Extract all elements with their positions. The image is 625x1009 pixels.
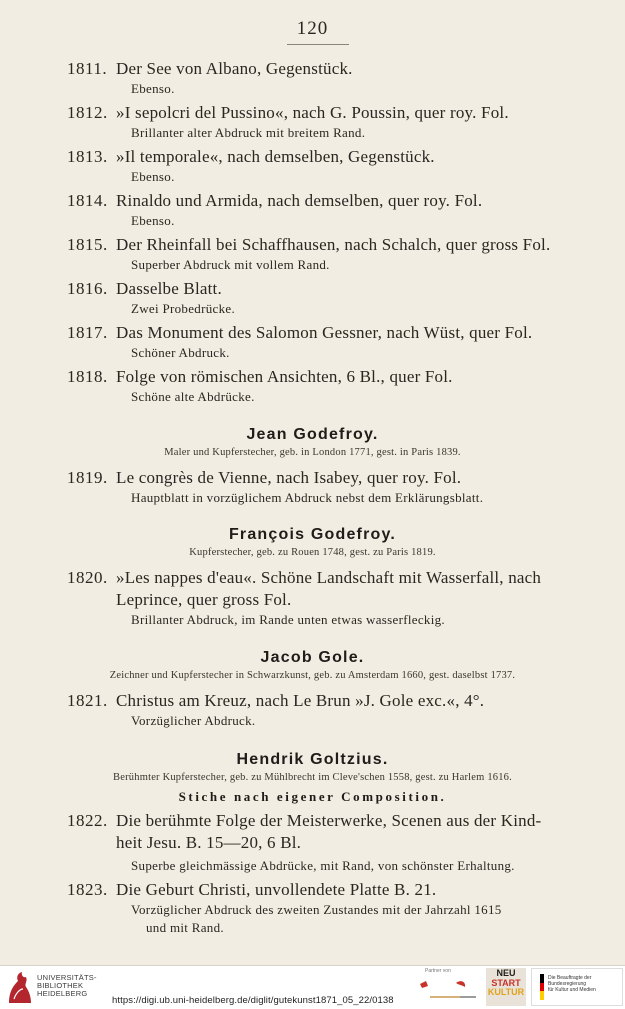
entry-title: »I sepolcri del Pussino«, nach G. Poussin, quer roy. Fol. (116, 103, 509, 122)
artist-heading: Jacob Gole. (260, 649, 365, 666)
entry-title: Dasselbe Blatt. (116, 279, 222, 298)
entry-note: Brillanter alter Abdruck mit breitem Rand. (131, 125, 366, 140)
german-flag-icon (540, 974, 544, 1000)
catalog-entry (0, 146, 625, 186)
artist-bio: Zeichner und Kupferstecher in Schwarzkunst, geb. zu Amsterdam 1660, gest. daselbst 1737. (109, 670, 516, 681)
entry-note: Vorzüglicher Abdruck. (131, 713, 256, 728)
entry-number: 1819. (67, 468, 108, 487)
entry-title: »Les nappes d'eau«. Schöne Landschaft mit Wasserfall, nach (116, 568, 542, 587)
bkm-text: Die Beauftragte der Bundesregierung für Kultur und Medien (548, 975, 596, 993)
entry-note: Hauptblatt in vorzüglichem Abdruck nebst dem Erklärungsblatt. (131, 490, 484, 505)
entry-note: Ebenso. (131, 81, 175, 96)
catalog-entry (0, 278, 625, 318)
entry-title: Rinaldo und Armida, nach demselben, quer roy. Fol. (116, 191, 483, 210)
entry-note: Ebenso. (131, 169, 175, 184)
entry-title: Der See von Albano, Gegenstück. (116, 59, 353, 78)
entry-title: Le congrès de Vienne, nach Isabey, quer roy. Fol. (116, 468, 462, 487)
catalog-entry (0, 234, 625, 274)
university-library-logo-icon[interactable] (6, 969, 34, 1005)
entry-title-continued: Leprince, quer gross Fol. (116, 590, 292, 609)
entry-number: 1815. (67, 235, 108, 254)
entry-number: 1820. (67, 568, 108, 587)
page-content (0, 58, 625, 937)
catalog-entry (0, 467, 625, 507)
entry-title: Die Geburt Christi, unvollendete Platte B. 21. (116, 880, 437, 899)
entry-note: Brillanter Abdruck, im Rande unten etwas wasserfleckig. (131, 612, 445, 627)
entry-number: 1817. (67, 323, 108, 342)
entry-number: 1813. (67, 147, 108, 166)
entry-number: 1823. (67, 880, 108, 899)
artist-bio: Berühmter Kupferstecher, geb. zu Mühlbrecht im Cleve'schen 1558, gest. zu Harlem 1616. (113, 772, 512, 783)
entry-note: Ebenso. (131, 213, 175, 228)
federal-culture-commissioner-logo (531, 968, 623, 1006)
neustart-kultur-logo: NEU START KULTUR (486, 968, 526, 1006)
artist-heading: Jean Godefroy. (246, 426, 379, 443)
artist-heading: Hendrik Goltzius. (236, 751, 389, 768)
artist-heading: François Godefroy. (228, 526, 397, 543)
catalog-entry (0, 366, 625, 406)
entry-title-continued: heit Jesu. B. 15—20, 6 Bl. (116, 833, 302, 852)
entry-number: 1816. (67, 279, 108, 298)
catalog-entry (0, 58, 625, 98)
university-library-name: UNIVERSITÄTS- BIBLIOTHEK HEIDELBERG (37, 973, 97, 998)
entry-number: 1812. (67, 103, 108, 122)
entry-number: 1818. (67, 367, 108, 386)
entry-number: 1811. (67, 59, 108, 78)
entry-note: Vorzüglicher Abdruck des zweiten Zustandes mit der Jahrzahl 1615 (131, 902, 502, 917)
entry-note: Superbe gleichmässige Abdrücke, mit Rand, von schönster Erhaltung. (131, 858, 515, 873)
permalink-url[interactable]: https://digi.ub.uni-heidelberg.de/diglit/gutekunst1871_05_22/0138 (112, 995, 394, 1006)
page-number: 120 (296, 18, 329, 39)
catalog-entry (0, 810, 625, 875)
catalog-entry (0, 190, 625, 230)
viewer-footer (0, 965, 625, 1009)
section-subheading: Stiche nach eigener Composition. (178, 789, 447, 804)
catalog-entry (0, 567, 625, 629)
entry-title: Der Rheinfall bei Schaffhausen, nach Schalch, quer gross Fol. (116, 235, 551, 254)
partner-label: Partner von (425, 968, 451, 974)
entry-number: 1821. (67, 691, 108, 710)
catalog-entry (0, 879, 625, 937)
entry-number: 1822. (67, 811, 108, 830)
page-number-rule (287, 44, 349, 45)
artist-bio: Maler und Kupferstecher, geb. in London 1771, gest. in Paris 1839. (164, 447, 461, 458)
entry-title: Das Monument des Salomon Gessner, nach Wüst, quer Fol. (116, 323, 533, 342)
entry-number: 1814. (67, 191, 108, 210)
entry-note: Schöne alte Abdrücke. (131, 389, 255, 404)
partner-logos-icon (416, 974, 482, 1004)
catalog-entry (0, 322, 625, 362)
entry-note: Schöner Abdruck. (131, 345, 230, 360)
entry-note: Superber Abdruck mit vollem Rand. (131, 257, 330, 272)
entry-note-continued: und mit Rand. (146, 920, 224, 935)
entry-title: Christus am Kreuz, nach Le Brun »J. Gole exc.«, 4°. (116, 691, 485, 710)
artist-bio: Kupferstecher, geb. zu Rouen 1748, gest. zu Paris 1819. (189, 547, 436, 558)
catalog-entry (0, 102, 625, 142)
entry-title: Folge von römischen Ansichten, 6 Bl., quer Fol. (116, 367, 453, 386)
entry-title: »Il temporale«, nach demselben, Gegenstück. (116, 147, 435, 166)
entry-note: Zwei Probedrücke. (131, 301, 236, 316)
entry-title: Die berühmte Folge der Meisterwerke, Scenen aus der Kind- (116, 811, 542, 830)
catalog-entry (0, 690, 625, 730)
